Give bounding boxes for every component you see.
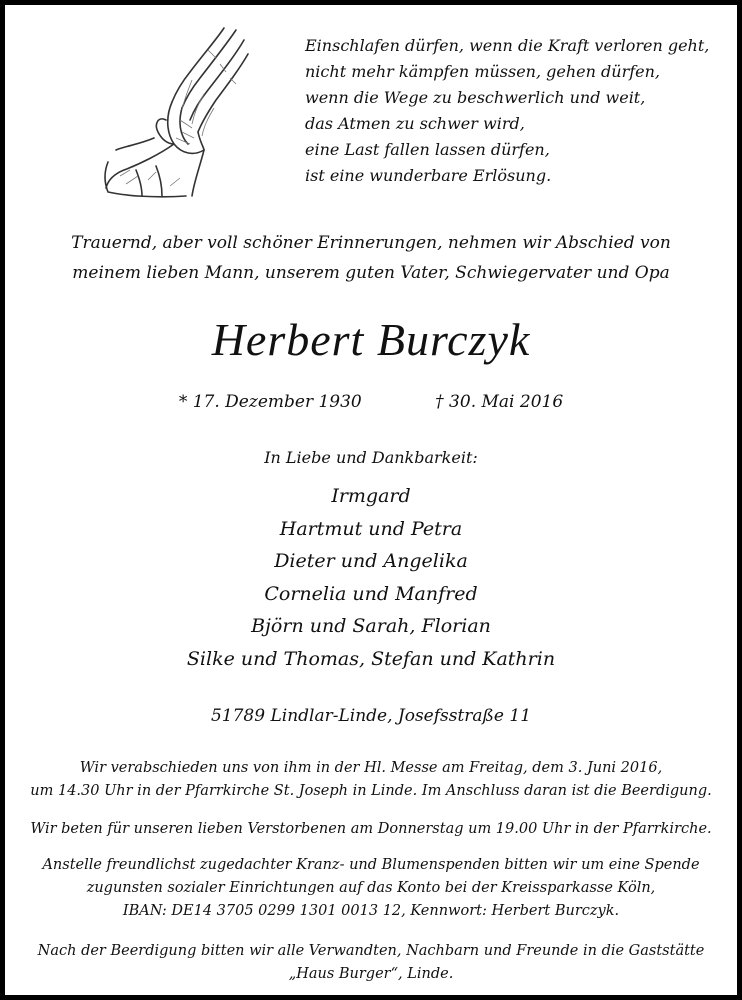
poem-line: wenn die Wege zu beschwerlich und weit, xyxy=(305,88,646,107)
family-member: Hartmut und Petra xyxy=(279,517,463,540)
family-member: Silke und Thomas, Stefan und Kathrin xyxy=(186,647,556,670)
birth-date: * 17. Dezember 1930 xyxy=(178,392,362,412)
poem-line: eine Last fallen lassen dürfen, xyxy=(305,140,550,159)
death-date: † 30. Mai 2016 xyxy=(435,392,564,412)
donation-line: Anstelle freundlichst zugedachter Kranz- und Blumenspenden bitten wir um eine Spende xyxy=(42,857,700,873)
donation-line: IBAN: DE14 3705 0299 1301 0013 12, Kennwort: Herbert Burczyk. xyxy=(122,903,620,919)
intro-line: meinem lieben Mann, unserem guten Vater, Schwiegervater und Opa xyxy=(72,263,670,283)
family-member: Irmgard xyxy=(331,485,411,507)
poem-line: nicht mehr kämpfen müssen, gehen dürfen, xyxy=(305,62,661,81)
family-member: Dieter und Angelika xyxy=(274,550,468,572)
thanks-line: In Liebe und Dankbarkeit: xyxy=(264,448,478,467)
poem-line: das Atmen zu schwer wird, xyxy=(305,114,525,133)
gathering-info xyxy=(5,940,737,986)
gathering-line: „Haus Burger“, Linde. xyxy=(288,966,454,982)
address: 51789 Lindlar-Linde, Josefsstraße 11 xyxy=(210,706,532,726)
family-member: Cornelia und Manfred xyxy=(264,582,478,605)
prayer-info: Wir beten für unseren lieben Verstorbenen am Donnerstag um 19.00 Uhr in der Pfarrkirche. xyxy=(30,821,712,837)
deceased-name: Herbert Burczyk xyxy=(211,314,531,365)
family-member: Björn und Sarah, Florian xyxy=(251,615,491,637)
poem xyxy=(305,33,709,189)
service-line: um 14.30 Uhr in der Pfarrkirche St. Joseph in Linde. Im Anschluss daran ist die Beerdigung. xyxy=(30,783,712,799)
praying-hands-icon xyxy=(96,20,256,200)
donation-line: zugunsten sozialer Einrichtungen auf das Konto bei der Kreissparkasse Köln, xyxy=(86,880,656,896)
poem-line: ist eine wunderbare Erlösung. xyxy=(305,166,552,185)
service-line: Wir verabschieden uns von ihm in der Hl. Messe am Freitag, dem 3. Juni 2016, xyxy=(79,760,663,776)
intro-line: Trauernd, aber voll schöner Erinnerungen, nehmen wir Abschied von xyxy=(71,233,671,253)
family-list xyxy=(5,480,737,675)
intro-text xyxy=(5,228,737,288)
donation-info xyxy=(5,854,737,923)
gathering-line: Nach der Beerdigung bitten wir alle Verwandten, Nachbarn und Freunde in die Gaststätte xyxy=(37,943,705,959)
life-dates xyxy=(5,388,737,416)
service-info xyxy=(5,757,737,803)
poem-line: Einschlafen dürfen, wenn die Kraft verloren geht, xyxy=(305,36,710,55)
